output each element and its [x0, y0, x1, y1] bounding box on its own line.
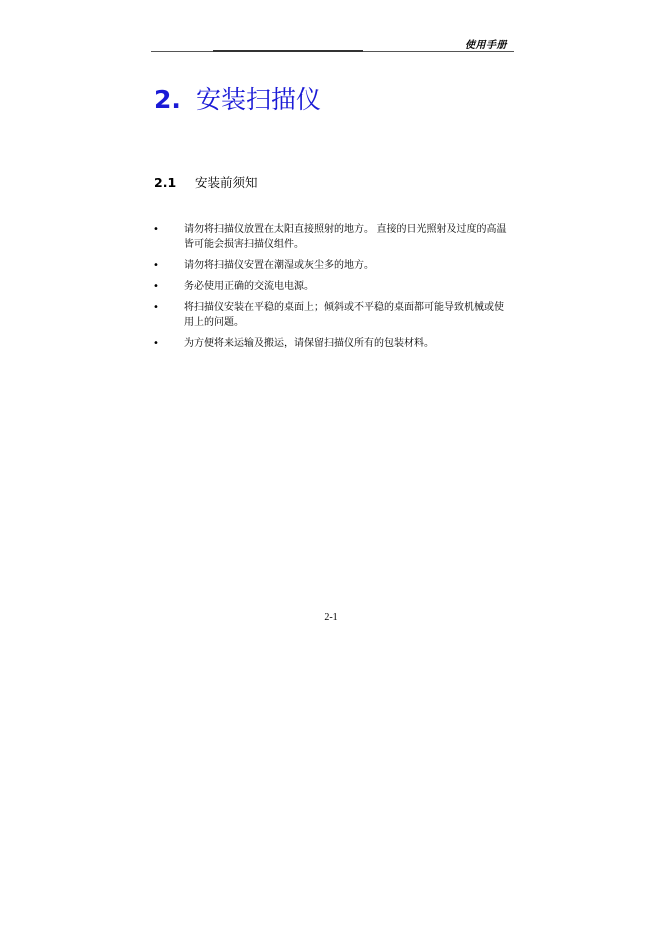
bullet-icon: • — [153, 224, 159, 235]
list-item-text: 将扫描仪安装在平稳的桌面上；倾斜或不平稳的桌面都可能导致机械或使用上的问题。 — [184, 302, 504, 328]
list-item-text: 为方便将来运输及搬运，请保留扫描仪所有的包装材料。 — [184, 338, 434, 349]
list-item — [153, 336, 513, 351]
section-heading — [154, 173, 258, 191]
list-item-text: 请勿将扫描仪安置在潮湿或灰尘多的地方。 — [184, 260, 374, 271]
page-number: 2-1 — [324, 612, 338, 623]
section-number: 2.1 — [154, 175, 177, 190]
bullet-icon: • — [153, 260, 159, 271]
list-item — [153, 222, 513, 252]
list-item-text: 务必使用正确的交流电电源。 — [184, 281, 314, 292]
list-item — [153, 300, 513, 330]
list-item — [153, 279, 513, 294]
chapter-number: 2. — [154, 85, 181, 114]
chapter-title: 安装扫描仪 — [196, 85, 322, 114]
precautions-list — [153, 222, 513, 357]
bullet-icon: • — [153, 302, 159, 313]
header-rule-accent — [213, 50, 363, 52]
section-title: 安装前须知 — [195, 175, 258, 190]
list-item — [153, 258, 513, 273]
chapter-heading — [154, 80, 321, 116]
list-item-text: 请勿将扫描仪放置在太阳直接照射的地方。 直接的日光照射及过度的高温皆可能会损害扫描仪组件。 — [184, 224, 507, 250]
running-header: 使用手册 — [465, 40, 507, 51]
bullet-icon: • — [153, 281, 159, 292]
bullet-icon: • — [153, 338, 159, 349]
